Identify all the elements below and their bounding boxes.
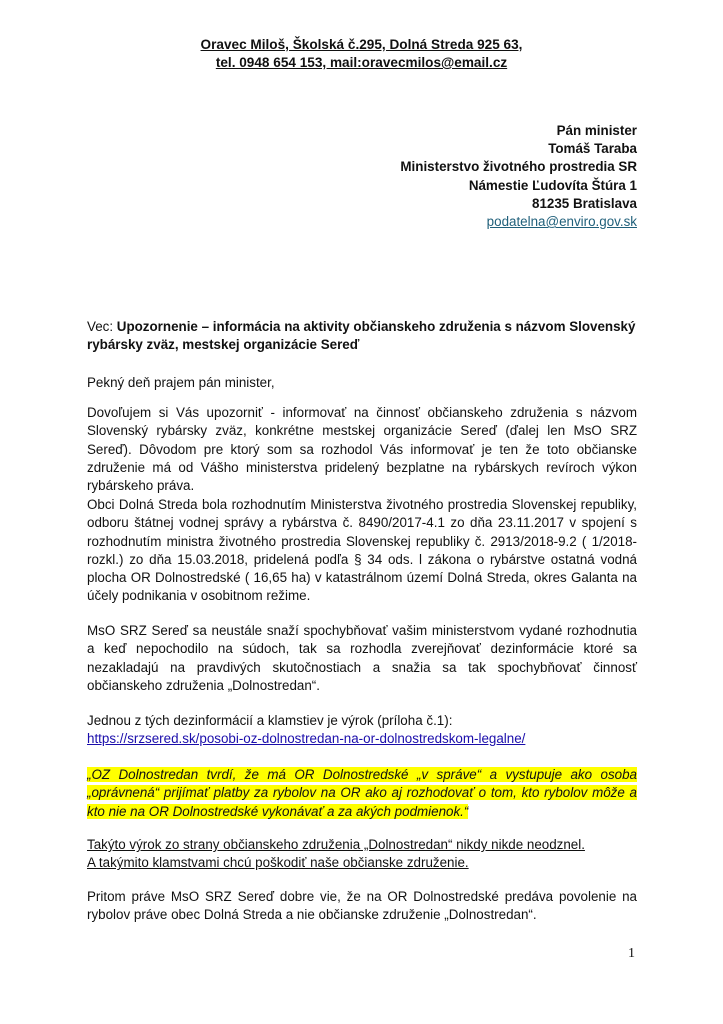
underlined-statement: [87, 836, 637, 873]
sender-contact-line: tel. 0948 654 153, mail:oravecmilos@email.cz: [215, 55, 508, 70]
subject-label: Vec:: [87, 319, 117, 334]
addressee-institution: Ministerstvo životného prostredia SR: [400, 159, 637, 175]
subject-line: [87, 318, 637, 355]
addressee-name: Tomáš Taraba: [548, 141, 637, 157]
addressee-street: Námestie Ľudovíta Štúra 1: [468, 177, 637, 193]
page-number: 1: [628, 946, 635, 961]
underlined-line-1: Takýto výrok zo strany občianskeho združenia „Dolnostredan“ nikdy nikde neodznel.: [87, 837, 585, 852]
attachment-intro: Jednou z tých dezinformácií a klamstiev je výrok (príloha č.1):: [87, 713, 453, 728]
addressee-salutation: Pán minister: [556, 123, 637, 138]
paragraph-disinformation: MsO SRZ Sereď sa neustále snaží spochybňovať vašim ministerstvom vydané rozhodnutia a keď nepochodilo na súdoch, tak sa rozhodla zverejňovať dezinformácie ktoré sa nezakladajú na pravdivých skutočnostiach a snažia sa tak spochybňovať činnosť občianskeho združenia „Dolnostredan“.: [87, 623, 637, 693]
addressee-email-link[interactable]: podatelna@enviro.gov.sk: [486, 214, 637, 230]
sender-address-line: Oravec Miloš, Školská č.295, Dolná Streda 925 63,: [200, 37, 523, 52]
greeting: Pekný deň prajem pán minister,: [87, 375, 275, 390]
subject-text: Upozornenie – informácia na aktivity občianskeho združenia s názvom Slovenský rybársky zväz, mestskej organizácie Sereď: [87, 319, 636, 353]
paragraph-decision: Obci Dolná Streda bola rozhodnutím Ministerstva životného prostredia Slovenskej republiky, odboru štátnej vodnej správy a rybárstva č. 8490/2017-4.1 zo dňa 23.11.2017 v spojení s rozhodnutím ministra životného prostredia Slovenskej republiky č. 2913/2018-9.2 ( 1/2018-rozkl.) zo dňa 15.03.2018, pridelená podľa § 34 ods. l zákona o rybárstve ostatná vodná plocha OR Dolnostredské ( 16,65 ha) v katastrálnom území Dolná Streda, okres Galanta na účely podnikania v osobitnom režime.: [87, 497, 637, 604]
underlined-line-2: A takýmito klamstvami chcú poškodiť naše občianske združenie.: [87, 855, 469, 871]
sender-header: [0, 36, 723, 72]
addressee-block: [400, 122, 637, 231]
paragraph-attachment: [87, 712, 637, 749]
highlighted-quote: [87, 766, 637, 821]
paragraph-permit: Pritom práve MsO SRZ Sereď dobre vie, že na OR Dolnostredské predáva povolenie na rybolov práve obec Dolná Streda a nie občianske združenie „Dolnostredan“.: [87, 889, 637, 923]
addressee-city: 81235 Bratislava: [532, 195, 637, 211]
quote-text: „OZ Dolnostredan tvrdí, že má OR Dolnostredské „v správe“ a vystupuje ako osoba „oprávnená“ prijímať platby za rybolov na OR ako aj rozhodovať o tom, kto rybolov môže a kto nie na OR Dolnostredské vykonávať a za akých podmienok.“: [87, 767, 637, 819]
paragraph-intro: Dovoľujem si Vás upozorniť - informovať na činnosť občianskeho združenia s názvom Slovenský rybársky zväz, konkrétne mestskej organizácie Sereď (ďalej len MsO SRZ Sereď). Dôvodom pre ktorý som sa rozhodol Vás informovať je ten že toto občianske združenie má od Vášho ministerstva pridelený bezplatne na rybárskych revíroch výkon rybárskeho práva.: [87, 405, 637, 494]
attachment-link[interactable]: https://srzsered.sk/posobi-oz-dolnostredan-na-or-dolnostredskom-legalne/: [87, 731, 526, 747]
